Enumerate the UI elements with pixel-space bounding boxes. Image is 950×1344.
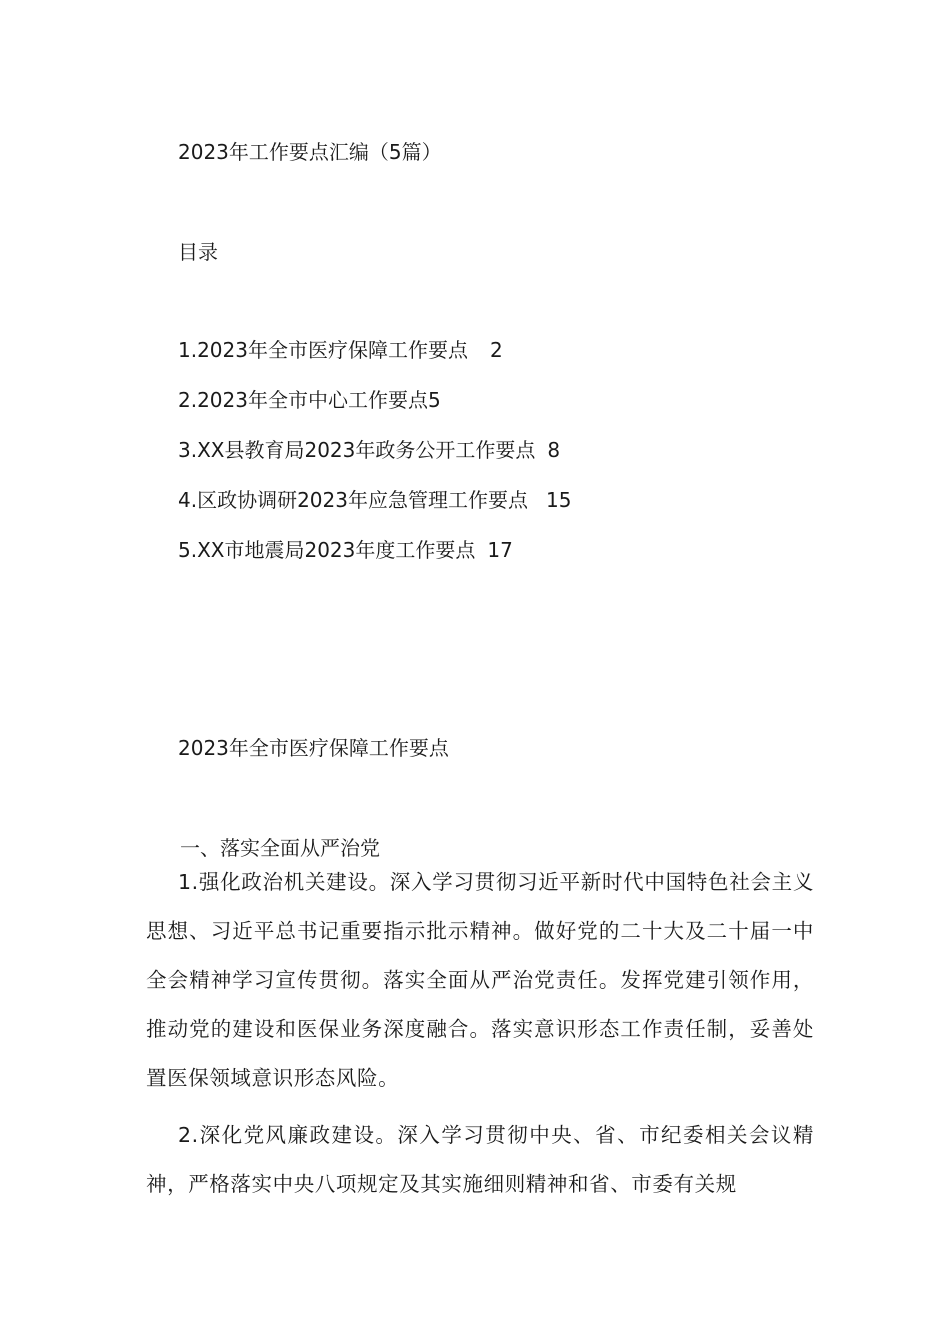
subheading: 一、落实全面从严治党	[180, 836, 380, 860]
toc-item-text: 5.XX市地震局2023年度工作要点	[178, 538, 476, 562]
toc-item[interactable]	[178, 436, 560, 464]
toc-item-text: 4.区政协调研2023年应急管理工作要点	[178, 488, 528, 512]
section-title: 2023年全市医疗保障工作要点	[178, 736, 449, 760]
toc-item[interactable]	[178, 536, 513, 564]
toc-item-text: 1.2023年全市医疗保障工作要点	[178, 338, 468, 362]
toc-item-page: 5	[427, 388, 441, 412]
toc-item-text: 3.XX县教育局2023年政务公开工作要点	[178, 438, 536, 462]
toc-item[interactable]	[178, 486, 571, 514]
toc-item-page: 15	[545, 488, 572, 512]
toc-item-page: 8	[547, 438, 561, 462]
toc-item-page: 2	[489, 338, 503, 362]
body-paragraph: 1.强化政治机关建设。深入学习贯彻习近平新时代中国特色社会主义思想、习近平总书记重要指示批示精神。做好党的二十大及二十届一中全会精神学习宣传贯彻。落实全面从严治党责任。发挥党建引领作用，推动党的建设和医保业务深度融合。落实意识形态工作责任制，妥善处置医保领域意识形态风险。	[146, 870, 814, 1090]
toc-item[interactable]	[178, 386, 441, 414]
document-title: 2023年工作要点汇编（5篇）	[178, 140, 442, 164]
body-paragraph: 2.深化党风廉政建设。深入学习贯彻中央、省、市纪委相关会议精神，严格落实中央八项规定及其实施细则精神和省、市委有关规	[146, 1123, 814, 1196]
toc-item[interactable]	[178, 336, 503, 364]
toc-item-text: 2.2023年全市中心工作要点	[178, 388, 428, 412]
toc-heading: 目录	[178, 240, 218, 264]
toc-item-page: 17	[487, 538, 513, 562]
